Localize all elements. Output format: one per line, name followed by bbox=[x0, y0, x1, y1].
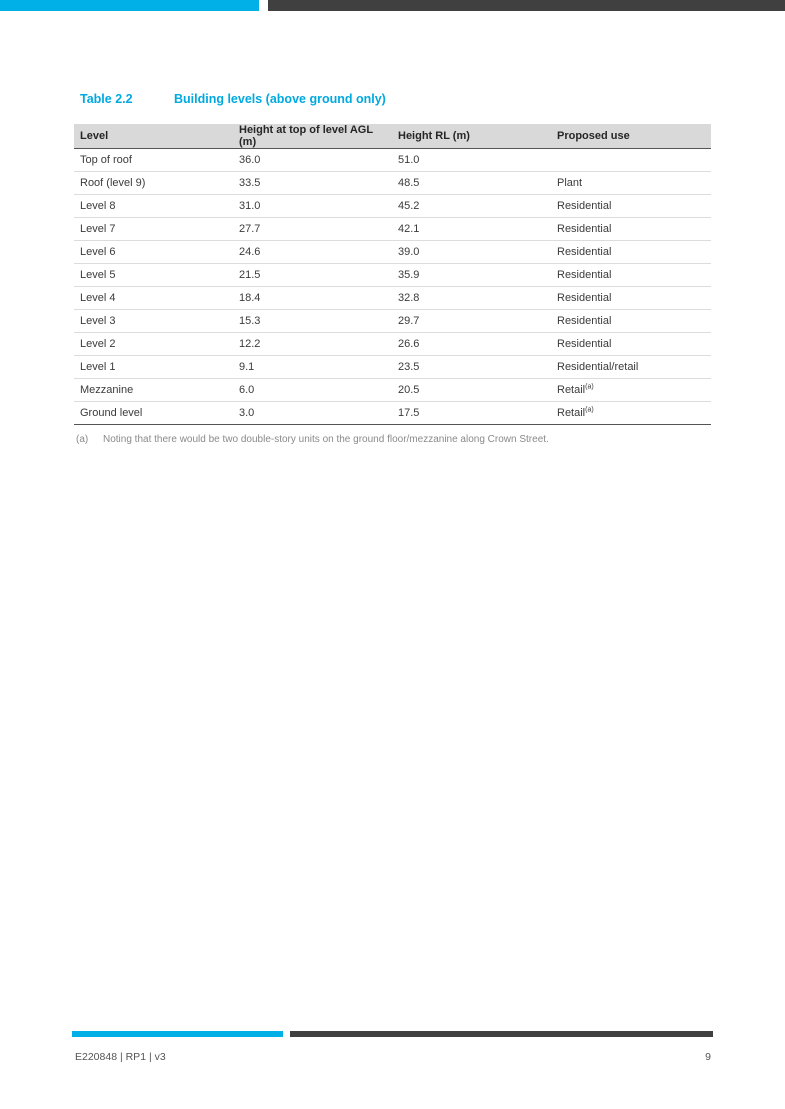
cell-height-agl: 36.0 bbox=[233, 149, 392, 172]
footnote-mark: (a) bbox=[76, 434, 89, 445]
cell-height-rl: 48.5 bbox=[392, 172, 551, 195]
cell-height-rl: 26.6 bbox=[392, 333, 551, 356]
use-text: Residential bbox=[557, 315, 612, 327]
cell-height-agl: 33.5 bbox=[233, 172, 392, 195]
table-number: Table 2.2 bbox=[80, 92, 133, 106]
cell-level: Level 2 bbox=[74, 333, 233, 356]
cell-proposed-use bbox=[551, 356, 711, 379]
cell-height-agl: 15.3 bbox=[233, 310, 392, 333]
cell-height-rl: 51.0 bbox=[392, 149, 551, 172]
document-reference: E220848 | RP1 | v3 bbox=[75, 1051, 166, 1063]
cell-height-agl: 21.5 bbox=[233, 264, 392, 287]
cell-proposed-use bbox=[551, 310, 711, 333]
table-row bbox=[74, 172, 711, 195]
cell-height-rl: 20.5 bbox=[392, 379, 551, 402]
use-text: Residential bbox=[557, 338, 612, 350]
cell-level: Level 1 bbox=[74, 356, 233, 379]
cell-height-agl: 18.4 bbox=[233, 287, 392, 310]
column-header-height-agl: Height at top of level AGL (m) bbox=[233, 124, 392, 149]
use-text: Residential/retail bbox=[557, 361, 639, 373]
building-levels-table bbox=[74, 124, 711, 425]
cell-level: Level 7 bbox=[74, 218, 233, 241]
cell-height-rl: 32.8 bbox=[392, 287, 551, 310]
footnote-text: Noting that there would be two double-story units on the ground floor/mezzanine along Crown Street. bbox=[103, 434, 549, 445]
cell-level: Level 4 bbox=[74, 287, 233, 310]
table-row bbox=[74, 379, 711, 402]
use-text: Residential bbox=[557, 200, 612, 212]
use-text: Residential bbox=[557, 246, 612, 258]
cell-proposed-use bbox=[551, 379, 711, 402]
cell-level: Mezzanine bbox=[74, 379, 233, 402]
cell-proposed-use bbox=[551, 287, 711, 310]
cell-level: Level 8 bbox=[74, 195, 233, 218]
cell-proposed-use bbox=[551, 218, 711, 241]
use-text: Retail bbox=[557, 384, 586, 396]
table-row bbox=[74, 241, 711, 264]
cell-height-agl: 27.7 bbox=[233, 218, 392, 241]
cell-level: Level 3 bbox=[74, 310, 233, 333]
cell-height-rl: 17.5 bbox=[392, 402, 551, 425]
cell-height-agl: 6.0 bbox=[233, 379, 392, 402]
cell-height-rl: 23.5 bbox=[392, 356, 551, 379]
cell-level: Level 6 bbox=[74, 241, 233, 264]
table-row bbox=[74, 149, 711, 172]
table-row bbox=[74, 287, 711, 310]
cell-height-agl: 3.0 bbox=[233, 402, 392, 425]
cell-level: Level 5 bbox=[74, 264, 233, 287]
table-row bbox=[74, 218, 711, 241]
table-header-row bbox=[74, 124, 711, 149]
page-number: 9 bbox=[705, 1051, 711, 1063]
cell-proposed-use bbox=[551, 241, 711, 264]
table-title: Building levels (above ground only) bbox=[174, 92, 386, 106]
table-row bbox=[74, 195, 711, 218]
header-dark-bar bbox=[268, 0, 785, 11]
footer-dark-bar bbox=[290, 1031, 713, 1037]
use-text: Plant bbox=[557, 177, 583, 189]
cell-proposed-use bbox=[551, 264, 711, 287]
cell-height-rl: 42.1 bbox=[392, 218, 551, 241]
cell-height-agl: 9.1 bbox=[233, 356, 392, 379]
cell-height-rl: 45.2 bbox=[392, 195, 551, 218]
cell-height-rl: 39.0 bbox=[392, 241, 551, 264]
cell-proposed-use bbox=[551, 149, 711, 172]
table-row bbox=[74, 310, 711, 333]
use-text: Residential bbox=[557, 223, 612, 235]
table-footnote bbox=[76, 434, 549, 445]
cell-height-rl: 29.7 bbox=[392, 310, 551, 333]
header-accent-bar bbox=[0, 0, 259, 11]
cell-height-agl: 12.2 bbox=[233, 333, 392, 356]
use-text: Residential bbox=[557, 269, 612, 281]
cell-proposed-use bbox=[551, 195, 711, 218]
cell-height-agl: 24.6 bbox=[233, 241, 392, 264]
cell-level: Ground level bbox=[74, 402, 233, 425]
table-row bbox=[74, 402, 711, 425]
cell-proposed-use bbox=[551, 172, 711, 195]
footnote-ref: (a) bbox=[585, 406, 594, 414]
table-caption bbox=[80, 92, 386, 106]
cell-level: Top of roof bbox=[74, 149, 233, 172]
column-header-height-rl: Height RL (m) bbox=[392, 124, 551, 149]
table-row bbox=[74, 264, 711, 287]
table-row bbox=[74, 333, 711, 356]
cell-level: Roof (level 9) bbox=[74, 172, 233, 195]
footer-accent-bar bbox=[72, 1031, 283, 1037]
cell-proposed-use bbox=[551, 333, 711, 356]
use-text: Retail bbox=[557, 407, 586, 419]
use-text: Residential bbox=[557, 292, 612, 304]
cell-height-rl: 35.9 bbox=[392, 264, 551, 287]
cell-proposed-use bbox=[551, 402, 711, 425]
column-header-level: Level bbox=[74, 124, 233, 149]
footnote-ref: (a) bbox=[585, 383, 594, 391]
table-row bbox=[74, 356, 711, 379]
cell-height-agl: 31.0 bbox=[233, 195, 392, 218]
column-header-proposed-use: Proposed use bbox=[551, 124, 711, 149]
